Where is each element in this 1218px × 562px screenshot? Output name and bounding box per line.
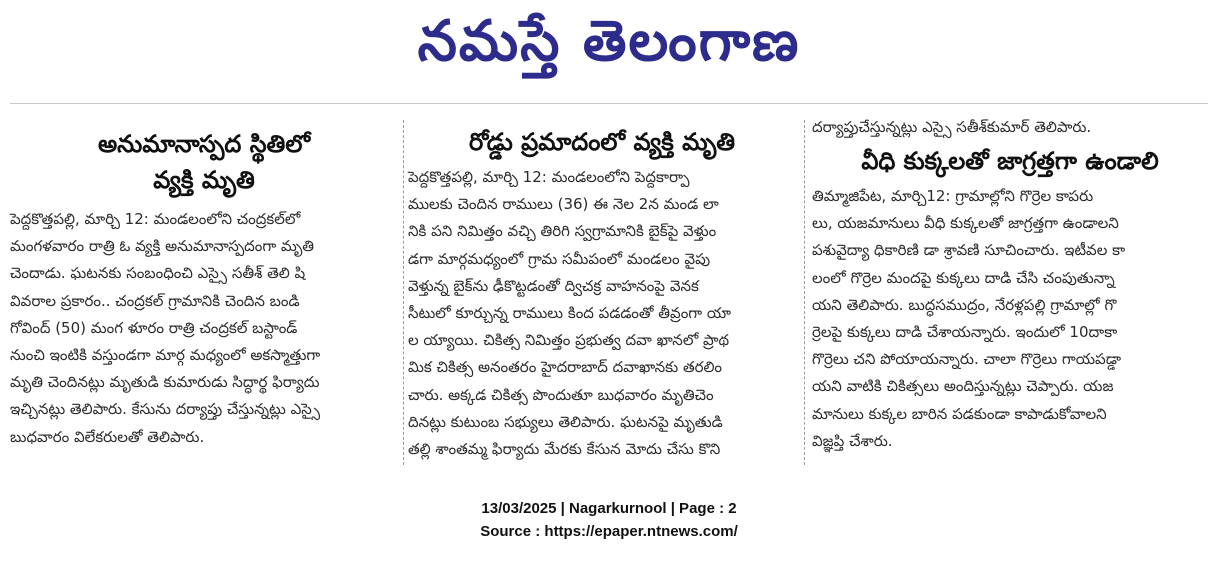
article-line: గోవింద్ (50) మంగ ళూరం రాత్రి చంద్రకల్ బస్టాండ్ [10, 318, 298, 337]
article-line: యని వాటికి చికిత్సలు అందిస్తున్నట్లు చెప్పారు. యజ [812, 377, 1114, 396]
article-line: నికి పని నిమిత్తం వచ్చి తిరిగి స్వగ్రామానికి బైక్‌పై వెళ్తుం [408, 222, 717, 241]
column-divider-left [403, 120, 405, 465]
article-line: మంగళవారం రాత్రి ఓ వ్యక్తి అనుమానాస్పదంగా మృతి [10, 237, 314, 256]
article-line: తిమ్మాజిపేట, మార్చి12: గ్రామాల్లోని గొర్రెల కాపరు [812, 187, 1094, 205]
article-headline: రోడ్డు ప్రమాదంలో వ్యక్తి మృతి [469, 128, 735, 156]
article-line: విజ్ఞప్తి చేశారు. [812, 431, 893, 450]
article-line: తల్లి శాంతమ్మ ఫిర్యాదు మేరకు కేసున మోదు చేసు కొని [408, 440, 721, 459]
article-line: లు, యజమానులు వీధి కుక్కలతో జాగ్రత్తగా ఉండాలని [812, 214, 1119, 233]
article-line: మృతి చెందినట్లు మృతుడి కుమారుడు సిద్ధార్థ ఫిర్యాదు [10, 373, 320, 392]
article-line: సీటులో కూర్చున్న రాములు కింద పడడంతో తీవ్రంగా యా [408, 304, 732, 323]
article-line: గొర్రెలు చని పోయాయన్నారు. చాలా గొర్రెలు గాయపడ్డా [812, 350, 1122, 369]
masthead [0, 0, 1218, 92]
article-body [812, 183, 1208, 455]
article-body [10, 206, 398, 451]
article-line: పెద్దకొత్తపల్లి, మార్చి 12: మండలంలోని చంద్రకల్‌లో [10, 210, 301, 228]
article-headline-line1: అనుమానాస్పద స్థితిలో [97, 130, 311, 158]
article-line: డగా మార్గమధ్యంలో గ్రామ సమీపంలో మండలం వైపు [408, 249, 711, 268]
article-line: దినట్లు కుటుంబ సభ్యులు తెలిపారు. ఘటనపై మృతుడి [408, 412, 723, 431]
article-stray-dogs [812, 112, 1208, 455]
masthead-logo: నమస్తే తెలంగాణ [417, 9, 801, 74]
footer-source: Source : https://epaper.ntnews.com/ [480, 523, 738, 540]
article-suspicious-death [10, 112, 398, 451]
article-line: చారు. అక్కడ చికిత్స పొందుతూ బుధవారం మృతిచెం [408, 385, 714, 404]
article-line: పెద్దకొత్తపల్లి, మార్చి 12: మండలంలోని పెద్దకార్పా [408, 168, 690, 186]
article-line: పశువైద్యా ధికారిణి డా శ్రావణి సూచించారు. ఇటీవల కా [812, 241, 1126, 260]
continued-text: దర్యాప్తుచేస్తున్నట్లు ఎస్సై సతీశ్‌కుమార్ తెలిపారు. [812, 118, 1092, 136]
article-line: లంలో గొర్రెల మందపై కుక్కలు దాడి చేసి చంపుతున్నా [812, 268, 1115, 287]
article-line: చెందాడు. ఘటనకు సంబంధించి ఎస్సై సతీశ్ తెలి షి [10, 264, 306, 283]
article-line: నుంచి ఇంటికి వస్తుండగా మార్గ మధ్యంలో అకస్మాత్తుగా [10, 346, 321, 365]
article-headline-line2: వ్యక్తి మృతి [153, 166, 255, 194]
article-headline: వీధి కుక్కలతో జాగ్రత్తగా ఉండాలి [861, 147, 1159, 175]
article-line: మానులు కుక్కల బారిన పడకుండా కాపాడుకోవాలని [812, 404, 1107, 423]
article-road-accident [408, 112, 796, 463]
article-line: వివరాల ప్రకారం.. చంద్రకల్ గ్రామానికి చెందిన బండి [10, 291, 300, 310]
article-line: ల య్యాయి. చికిత్స నిమిత్తం ప్రభుత్వ దవా ఖానలో ప్రాథ [408, 331, 730, 350]
footer-date-edition: 13/03/2025 | Nagarkurnool | Page : 2 [481, 500, 737, 517]
article-body [408, 164, 796, 463]
article-line: ములకు చెందిన రాములు (36) ఈ నెల 2న మండ లా [408, 195, 719, 214]
masthead-divider [10, 103, 1208, 104]
article-line: బుధవారం విలేకరులతో తెలిపారు. [10, 427, 205, 446]
article-line: ర్రెలపై కుక్కలు దాడి చేశాయన్నారు. ఇందులో 10దాకా [812, 323, 1118, 342]
column-divider-right [804, 120, 806, 465]
article-line: మిక చికిత్స అనంతరం హైదరాబాద్ దవాఖానకు తరలిం [408, 358, 723, 377]
article-line: యని తెలిపారు. బుద్ధసముద్రం, నేరళ్లపల్లి గ్రామాల్లో గొ [812, 295, 1117, 314]
article-line: ఇచ్చినట్లు తెలిపారు. కేసును దర్యాప్తు చేస్తున్నట్లు ఎస్సై [10, 400, 321, 419]
article-line: వెళ్తున్న బైక్‌ను ఢీకొట్టడంతో ద్విచక్ర వాహనంపై వెనక [408, 276, 699, 295]
